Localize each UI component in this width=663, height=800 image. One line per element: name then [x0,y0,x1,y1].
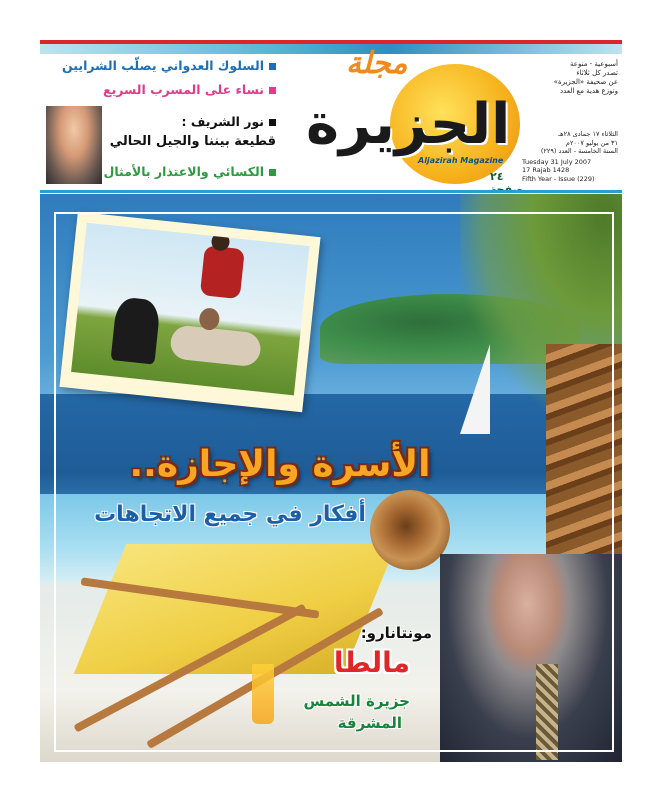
cover-photo [40,194,622,762]
header-headline-2[interactable]: نساء على المسرب السريع [46,82,276,97]
page-count: ٢٤ [490,170,504,183]
date-line: Fifth Year - Issue (229) [522,174,595,183]
feature-author[interactable]: نور الشريف : [104,114,276,129]
header-headline-1[interactable]: السلوك العدواني يصلّب الشرايين [46,58,276,73]
nour-elsherif-portrait [46,106,102,184]
date-line: Tuesday 31 July 2007 [522,157,592,166]
brand-word-magazine: مجلة [346,46,408,81]
cover-subheadline: أفكار في جميع الاتجاهات [94,502,366,527]
date-line: ٣١ من يوليو ٢٠٠٧م [565,138,618,147]
story-subtitle-2: المشرقة [337,714,402,732]
date-line: الثلاثاء ١٧ جمادى ٢٨هـ [558,130,618,138]
date-line: السنة الخامسة - العدد (٢٢٩) [540,147,618,155]
cover-headline[interactable]: الأسرة والإجازة.. [129,444,431,485]
info-line: أسبوعية - منوعة [570,60,618,68]
story-title[interactable]: مالطا [333,646,410,679]
bullet-icon [269,63,276,70]
header-headline-3[interactable]: الكسائي والاعتذار بالأمثال [104,164,276,179]
cover-frame [54,212,614,752]
brand-name-latin: Aljazirah Magazine [418,156,504,165]
header-divider [40,190,622,193]
feature-quote: قطيعة بيننا والجيل الحالي [109,134,276,149]
bullet-icon [269,119,276,126]
info-line: وتوزع هدية مع العدد [560,87,618,95]
bullet-icon [269,169,276,176]
info-line: تصدر كل ثلاثاء [576,69,618,77]
story-speaker: مونتانارو: [360,624,432,642]
story-subtitle-1: جزيرة الشمس [303,692,410,710]
brand-name: الجزيرة [306,92,511,157]
issue-date-block [522,130,618,183]
publication-info [550,60,618,96]
date-line: 17 Rajab 1428 [522,166,570,174]
magazine-cover [40,40,622,762]
bullet-icon [269,87,276,94]
masthead [300,46,540,196]
info-line: عن صحيفة «الجزيرة» [553,78,618,86]
